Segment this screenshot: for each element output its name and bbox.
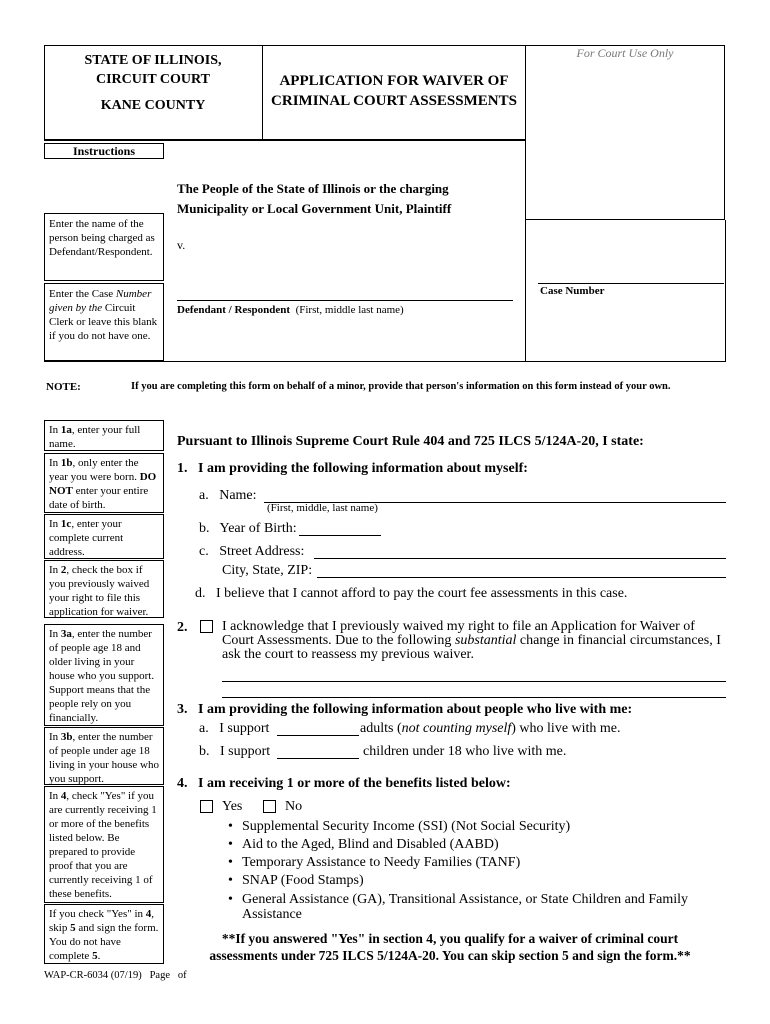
benefit-general-assistance: • General Assistance (GA), Transitional Assistance, or State Children and Family Assistance bbox=[226, 892, 706, 922]
change-explanation-line1[interactable] bbox=[222, 667, 726, 682]
prior-waiver-line3: ask the court to reassess my previous waiver. bbox=[222, 647, 474, 662]
support-adults-label: a. I support bbox=[199, 721, 270, 736]
instruction-3a: In 3a, enter the number of people age 18 and older living in your house who you support. Support means that the people rely on you financially. bbox=[44, 624, 164, 726]
benefits-yes-label: Yes bbox=[222, 799, 243, 814]
court-label: CIRCUIT COURT bbox=[96, 72, 210, 87]
benefit-tanf: • Temporary Assistance to Needy Families (TANF) bbox=[226, 854, 706, 872]
cannot-afford-statement: d. I believe that I cannot afford to pay the court fee assessments in this case. bbox=[195, 586, 628, 601]
benefit-snap: • SNAP (Food Stamps) bbox=[226, 872, 706, 890]
benefits-no-checkbox[interactable] bbox=[263, 800, 276, 813]
county-label: KANE COUNTY bbox=[100, 98, 206, 113]
form-title-line2: CRIMINAL COURT ASSESSMENTS bbox=[271, 93, 517, 109]
prior-waiver-line2: Court Assessments. Due to the following substantial change in financial circumstances, I bbox=[222, 633, 721, 648]
section-1-heading: 1. I am providing the following information about myself: bbox=[177, 461, 528, 476]
prior-waiver-checkbox[interactable] bbox=[200, 620, 213, 633]
section-2-number: 2. bbox=[177, 620, 188, 635]
support-adults-suffix: adults (not counting myself) who live with me. bbox=[360, 721, 621, 736]
year-of-birth-field[interactable] bbox=[299, 521, 381, 536]
street-address-field[interactable] bbox=[314, 544, 726, 559]
year-of-birth-label: b. Year of Birth: bbox=[199, 521, 297, 536]
court-use-label: For Court Use Only bbox=[576, 46, 674, 60]
city-state-zip-field[interactable] bbox=[317, 563, 726, 578]
note-text: If you are completing this form on behalf of a minor, provide that person's information on this form instead of your own. bbox=[131, 381, 671, 392]
closing-note-line2: assessments under 725 ILCS 5/124A-20. You can skip section 5 and sign the form.** bbox=[209, 948, 691, 963]
caption-bottom-rule bbox=[44, 361, 726, 362]
caption-right-outer bbox=[725, 220, 726, 362]
instruction-2: In 2, check the box if you previously waived your right to file this application for waiver. bbox=[44, 560, 164, 618]
section-4-heading: 4. I am receiving 1 or more of the benefits listed below: bbox=[177, 776, 511, 791]
name-field[interactable] bbox=[264, 488, 726, 503]
support-adults-field[interactable] bbox=[277, 721, 359, 736]
form-title-line1: APPLICATION FOR WAIVER OF bbox=[279, 73, 509, 89]
section-3-heading: 3. I am providing the following information about people who live with me: bbox=[177, 702, 633, 717]
instr-defendant-text: Enter the name of the person being charged as Defendant/Respondent. bbox=[49, 218, 155, 258]
change-explanation-line2[interactable] bbox=[222, 683, 726, 698]
closing-note-line1: **If you answered "Yes" in section 4, you qualify for a waiver of criminal court bbox=[221, 931, 679, 946]
instruction-skip-5: If you check "Yes" in 4, skip 5 and sign the form. You do not have complete 5. bbox=[44, 904, 164, 964]
benefits-no-label: No bbox=[285, 799, 303, 814]
case-number-field[interactable] bbox=[538, 269, 724, 284]
plaintiff-line1: The People of the State of Illinois or the charging bbox=[177, 181, 449, 196]
state-label: STATE OF ILLINOIS, bbox=[84, 53, 222, 68]
prior-waiver-line1: I acknowledge that I previously waived my right to file an Application for Waiver of bbox=[222, 619, 695, 634]
benefits-list bbox=[226, 818, 706, 922]
case-number-label: Case Number bbox=[540, 285, 605, 297]
name-hint: (First, middle, last name) bbox=[267, 502, 378, 514]
benefits-yes-checkbox[interactable] bbox=[200, 800, 213, 813]
instruction-4: In 4, check "Yes" if you are currently receiving 1 or more of the benefits listed below. Be prepared to provide proof that you are currently receiving 1 of these benefits. bbox=[44, 786, 164, 903]
name-label: a. Name: bbox=[199, 488, 257, 503]
defendant-name-field[interactable] bbox=[177, 286, 513, 301]
instructions-heading: Instructions bbox=[44, 143, 164, 159]
caption-top-rule bbox=[44, 140, 526, 141]
form-id-footer: WAP-CR-6034 (07/19) Page of bbox=[44, 970, 187, 981]
instruction-1c: In 1c, enter your complete current address. bbox=[44, 514, 164, 559]
plaintiff-line2: Municipality or Local Government Unit, Plaintiff bbox=[177, 201, 452, 216]
intro-statement: Pursuant to Illinois Supreme Court Rule 404 and 725 ILCS 5/124A-20, I state: bbox=[177, 434, 644, 449]
caption-right-rule bbox=[525, 140, 526, 362]
defendant-label: Defendant / Respondent (First, middle last name) bbox=[177, 304, 404, 316]
instruction-3b: In 3b, enter the number of people under age 18 living in your house who you support. bbox=[44, 727, 164, 785]
benefit-aabd: • Aid to the Aged, Blind and Disabled (AABD) bbox=[226, 836, 706, 854]
street-address-label: c. Street Address: bbox=[199, 544, 305, 559]
support-children-label: b. I support bbox=[199, 744, 271, 759]
support-children-field[interactable] bbox=[277, 744, 359, 759]
instr-case-text: Enter the Case Number given by the Circuit Clerk or leave this blank if you do not have one. bbox=[49, 288, 158, 342]
benefit-ssi: • Supplemental Security Income (SSI) (Not Social Security) bbox=[226, 818, 706, 836]
support-children-suffix: children under 18 who live with me. bbox=[363, 744, 567, 759]
instruction-1a: In 1a, enter your full name. bbox=[44, 420, 164, 451]
note-label: NOTE: bbox=[46, 381, 81, 393]
versus-label: v. bbox=[177, 238, 186, 252]
city-state-zip-label: City, State, ZIP: bbox=[222, 563, 313, 578]
court-use-box bbox=[525, 45, 725, 220]
instruction-1b: In 1b, only enter the year you were born. DO NOT enter your entire date of birth. bbox=[44, 453, 164, 513]
